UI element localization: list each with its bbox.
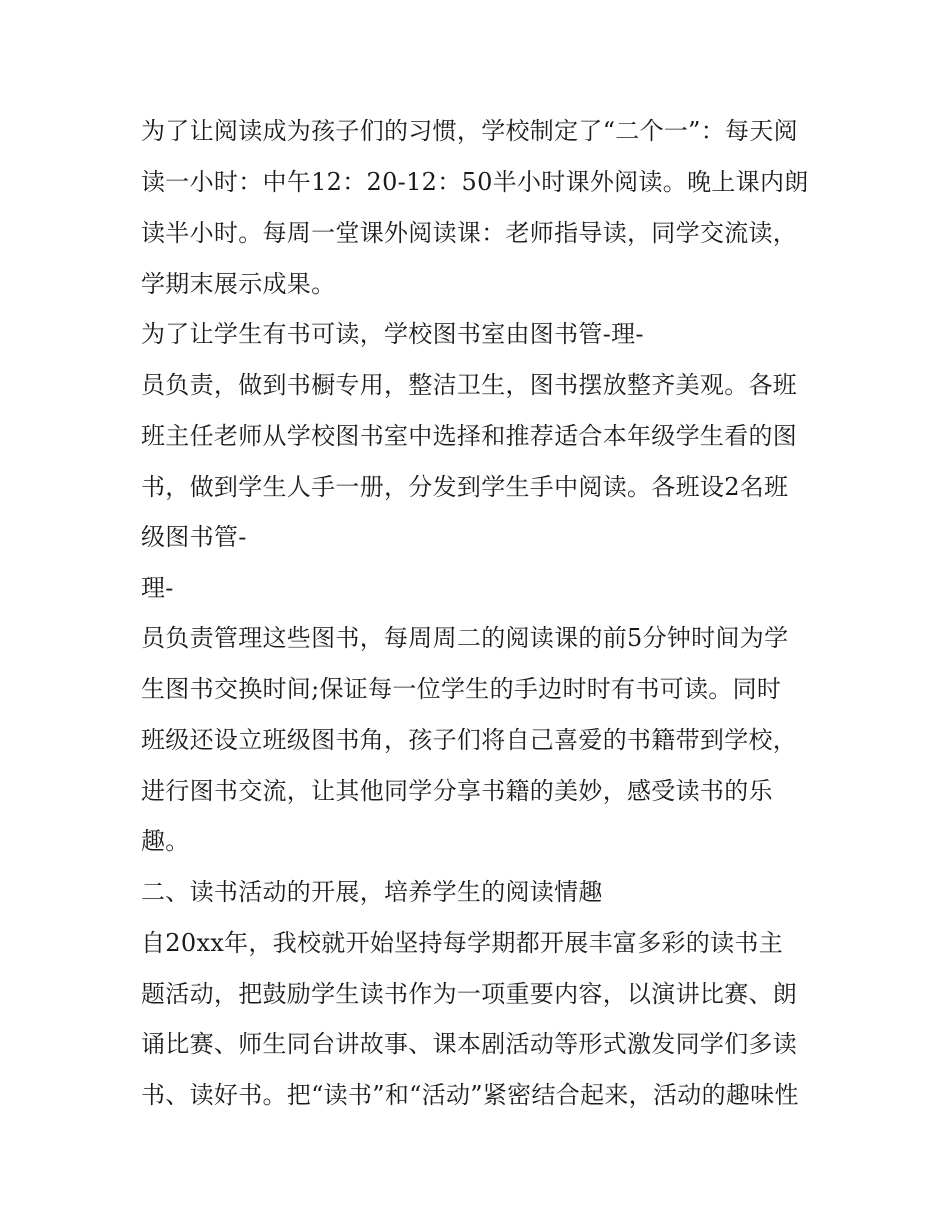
text-line: 理- <box>141 574 174 602</box>
text-line: 生图书交换时间;保证每一位学生的手边时时有书可读。同时 <box>141 675 782 703</box>
text-line: 书，做到学生人手一册，分发到学生手中阅读。各班设2名班 <box>141 473 789 501</box>
text-line: 自20xx年，我校就开始坚持每学期都开展丰富多彩的读书主 <box>141 929 784 957</box>
text-line: 书、读好书。把“读书”和“活动”紧密结合起来，活动的趣味性 <box>141 1081 799 1109</box>
text-line: 进行图书交流，让其他同学分享书籍的美妙，感受读书的乐 <box>141 777 773 805</box>
text-line: 读一小时：中午12：20-12：50半小时课外阅读。晚上课内朗 <box>141 168 809 196</box>
section-heading: 二、读书活动的开展，培养学生的阅读情趣 <box>141 878 603 906</box>
text-line: 员负责，做到书橱专用，整洁卫生，图书摆放整齐美观。各班 <box>141 371 798 399</box>
text-line: 级图书管- <box>141 523 247 551</box>
text-line: 读半小时。每周一堂课外阅读课：老师指导读，同学交流读， <box>141 219 798 247</box>
text-line: 班主任老师从学校图书室中选择和推荐适合本年级学生看的图 <box>141 422 798 450</box>
text-line: 题活动，把鼓励学生读书作为一项重要内容，以演讲比赛、朗 <box>141 980 798 1008</box>
text-line: 为了让学生有书可读，学校图书室由图书管-理- <box>141 320 644 348</box>
text-line: 班级还设立班级图书角，孩子们将自己喜爱的书籍带到学校， <box>141 726 798 754</box>
text-line: 学期末展示成果。 <box>141 270 336 298</box>
text-line: 诵比赛、师生同台讲故事、课本剧活动等形式激发同学们多读 <box>141 1030 798 1058</box>
text-line: 员负责管理这些图书，每周周二的阅读课的前5分钟时间为学 <box>141 624 789 652</box>
text-line: 为了让阅读成为孩子们的习惯，学校制定了“二个一”：每天阅 <box>141 117 798 145</box>
text-line: 趣。 <box>141 827 190 855</box>
